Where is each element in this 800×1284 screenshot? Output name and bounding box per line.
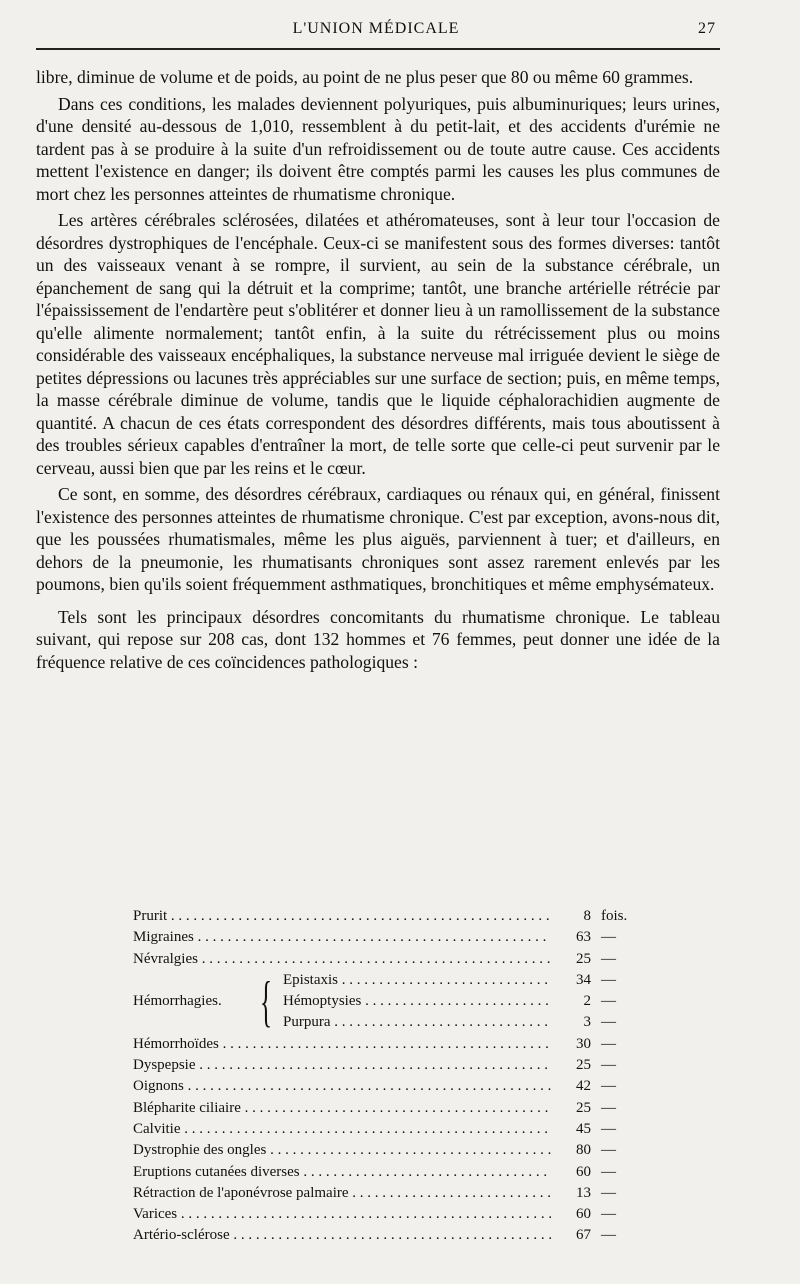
row-unit: — bbox=[601, 1206, 616, 1223]
document-page bbox=[36, 0, 720, 1284]
row-value: 63 bbox=[551, 927, 591, 948]
row-value: 67 bbox=[551, 1225, 591, 1246]
row-value: 25 bbox=[551, 949, 591, 970]
table-row bbox=[133, 1076, 653, 1097]
row-unit: — bbox=[601, 1014, 616, 1031]
row-value: 3 bbox=[551, 1012, 591, 1033]
paragraph: Dans ces conditions, les malades deviennent polyuriques, puis albuminuriques; leurs urines, d'une densité au-dessous de 1,010, ressemblent à du petit-lait, et des accidents d'urémie ne tardent pas à se produire à la suite d'un refroidissement ou de toute autre cause. Ces accidents mettent l'existence en danger; ils doivent être comptés parmi les causes les plus communes de mort chez les personnes atteintes de rhumatisme chronique. bbox=[36, 93, 720, 204]
table-row bbox=[133, 906, 653, 927]
row-unit: — bbox=[601, 1184, 616, 1201]
hemorrhage-group bbox=[133, 970, 653, 1034]
row-unit: — bbox=[601, 1142, 616, 1159]
row-unit: — bbox=[601, 950, 616, 967]
row-label: Eruptions cutanées diverses . . . bbox=[133, 1162, 551, 1183]
row-unit: — bbox=[601, 993, 616, 1010]
row-value: 80 bbox=[551, 1140, 591, 1161]
row-value: 60 bbox=[551, 1162, 591, 1183]
row-value: 13 bbox=[551, 1183, 591, 1204]
paragraph: libre, diminue de volume et de poids, au point de ne plus peser que 80 ou même 60 grammes. bbox=[36, 67, 694, 87]
row-label: Blépharite ciliaire . . . bbox=[133, 1098, 551, 1119]
row-label: Prurit . . . bbox=[133, 906, 551, 927]
table-row bbox=[133, 970, 653, 991]
row-unit: — bbox=[601, 1227, 616, 1244]
table-row bbox=[133, 1183, 653, 1204]
row-label: Varices . . . bbox=[133, 1204, 551, 1225]
row-unit: fois. bbox=[601, 908, 628, 924]
row-value: 8 bbox=[551, 906, 591, 927]
journal-title: L'UNION MÉDICALE bbox=[292, 20, 460, 37]
paragraph: Ce sont, en somme, des désordres cérébraux, cardiaques ou rénaux qui, en général, finissent l'existence des personnes atteintes de rhumatisme chronique. C'est par exception, avons-nous dit, que les poussées rhumatismales, même les plus aiguës, parviennent à tuer; et d'ailleurs, en dehors de la pneumonie, les rhumatisants chroniques sont assez rarement enlevés par les poumons, bien qu'ils soient fréquemment asthmatiques, bronchitiques et même emphysémateux. bbox=[36, 484, 720, 594]
row-label: Dyspepsie . . . bbox=[133, 1055, 551, 1076]
table-row bbox=[133, 1225, 653, 1246]
table-row bbox=[133, 1034, 653, 1055]
row-unit: — bbox=[601, 1163, 616, 1180]
row-value: 34 bbox=[551, 970, 591, 991]
row-label: Dystrophie des ongles . . . bbox=[133, 1140, 551, 1161]
row-label: Migraines . . . bbox=[133, 927, 551, 948]
row-label: Purpura . . . bbox=[283, 1012, 551, 1033]
frequency-table bbox=[133, 906, 653, 1247]
row-label: Rétraction de l'aponévrose palmaire . . . bbox=[133, 1183, 551, 1204]
row-unit: — bbox=[601, 1099, 616, 1116]
row-label: Oignons . . . bbox=[133, 1076, 551, 1097]
table-row bbox=[133, 1119, 653, 1140]
row-unit: — bbox=[601, 1078, 616, 1095]
row-value: 2 bbox=[551, 991, 591, 1012]
row-value: 42 bbox=[551, 1076, 591, 1097]
row-label: Artério-sclérose . . . bbox=[133, 1225, 551, 1246]
table-row bbox=[133, 1055, 653, 1076]
row-value: 30 bbox=[551, 1034, 591, 1055]
row-unit: — bbox=[601, 1035, 616, 1052]
paragraph: Tels sont les principaux désordres concomitants du rhumatisme chronique. Le tableau suivant, qui repose sur 208 cas, dont 132 hommes et 76 femmes, peut donner une idée de la fréquence relative de ces coïncidences pathologiques : bbox=[36, 606, 720, 672]
brace-symbol: { bbox=[260, 970, 273, 1033]
row-value: 25 bbox=[551, 1098, 591, 1119]
table-row bbox=[133, 1204, 653, 1225]
running-header bbox=[36, 20, 716, 44]
table-row bbox=[133, 991, 653, 1012]
table-row bbox=[133, 1140, 653, 1161]
row-unit: — bbox=[601, 1120, 616, 1137]
row-label: Epistaxis . . . bbox=[283, 970, 551, 991]
row-value: 60 bbox=[551, 1204, 591, 1225]
row-unit: — bbox=[601, 1057, 616, 1074]
table-row bbox=[133, 927, 653, 948]
row-unit: — bbox=[601, 929, 616, 946]
table-row bbox=[133, 1162, 653, 1183]
row-value: 25 bbox=[551, 1055, 591, 1076]
group-label: Hémorrhagies. bbox=[133, 993, 222, 1010]
row-label: Hémorrhoïdes . . . bbox=[133, 1034, 551, 1055]
body-text bbox=[36, 66, 720, 677]
paragraph: Les artères cérébrales sclérosées, dilatées et athéromateuses, sont à leur tour l'occasion de désordres dystrophiques de l'encéphale. Ceux-ci se manifestent sous des formes diverses: tantôt un des vaisseaux venant à se rompre, il survient, au sein de la substance cérébrale, un épanchement de sang qui la détruit et la comprime; tantôt, une branche artérielle rétrécie par l'épaississement de l'endartère peut s'oblitérer et donner lieu à un ramollissement de la substance qu'elle alimente normalement; tantôt enfin, à la suite du rétrécissement plus ou moins considérable des vaisseaux encéphaliques, la substance nerveuse mal irriguée devient le siège de petites dépressions ou lacunes très appréciables sur une surface de section; puis, en même temps, la masse cérébrale diminue de volume, tandis que le liquide céphalorachidien augmente de quantité. A chacun de ces états correspondent des désordres différents, mais tous aboutissent à des troubles sérieux capables d'entraîner la mort, de telle sorte que celle-ci peut survenir par le cerveau, aussi bien que par les reins et le cœur. bbox=[36, 210, 720, 478]
row-label: Calvitie . . . bbox=[133, 1119, 551, 1140]
row-value: 45 bbox=[551, 1119, 591, 1140]
page-number: 27 bbox=[698, 20, 716, 37]
row-label: Névralgies . . . bbox=[133, 949, 551, 970]
header-rule bbox=[36, 48, 720, 50]
table-row bbox=[133, 1012, 653, 1033]
row-unit: — bbox=[601, 971, 616, 988]
table-row bbox=[133, 1098, 653, 1119]
row-label: Hémoptysies . . . bbox=[283, 991, 551, 1012]
table-row bbox=[133, 949, 653, 970]
